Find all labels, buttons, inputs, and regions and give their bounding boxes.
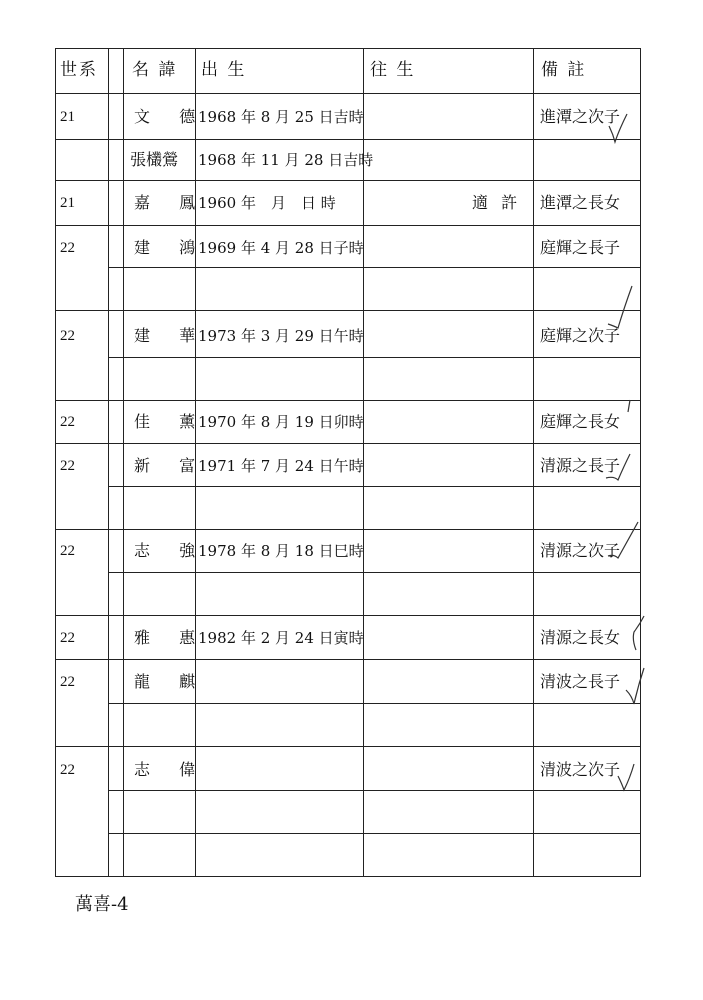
table-line xyxy=(55,225,641,226)
row-name: 新 富 xyxy=(134,456,208,475)
table-line xyxy=(55,876,641,877)
row-birth: 1960 年 月 日 時 xyxy=(198,194,336,212)
page-label: 萬喜-4 xyxy=(75,894,129,915)
table-line xyxy=(108,790,641,791)
row-generation: 21 xyxy=(60,109,75,125)
table-line xyxy=(55,443,641,444)
row-name: 文 德 xyxy=(134,107,208,126)
header-death: 往 生 xyxy=(370,60,416,80)
check-mark xyxy=(622,664,648,708)
table-line xyxy=(108,572,641,573)
table-line xyxy=(640,48,641,877)
row-birth: 1982 年 2 月 24 日寅時 xyxy=(198,629,364,647)
row-generation: 22 xyxy=(60,762,75,778)
check-mark xyxy=(606,282,634,332)
table-line xyxy=(55,310,641,311)
header-birth: 出 生 xyxy=(201,60,247,80)
row-generation: 22 xyxy=(60,240,75,256)
row-generation: 21 xyxy=(60,195,75,211)
check-mark xyxy=(604,448,632,484)
table-line xyxy=(108,486,641,487)
table-line xyxy=(108,267,641,268)
table-line xyxy=(108,357,641,358)
row-name: 龍 麒 xyxy=(134,672,208,691)
table-line xyxy=(55,48,56,877)
check-mark xyxy=(618,398,634,422)
row-generation: 22 xyxy=(60,630,75,646)
table-line xyxy=(55,746,641,747)
check-mark xyxy=(606,520,640,564)
row-notes: 清波之長子 xyxy=(540,672,621,691)
header-notes: 備 註 xyxy=(541,60,587,80)
table-line xyxy=(55,180,641,181)
row-notes: 清源之次子 xyxy=(540,541,621,560)
row-name: 佳 薰 xyxy=(134,412,208,431)
check-mark xyxy=(605,112,629,148)
table-line xyxy=(55,659,641,660)
row-name: 建 華 xyxy=(134,326,208,345)
row-name: 建 鴻 xyxy=(134,238,208,257)
table-line xyxy=(123,48,124,877)
row-notes: 庭輝之長子 xyxy=(540,238,621,257)
table-line xyxy=(55,615,641,616)
check-mark xyxy=(626,612,650,656)
row-notes: 清源之長子 xyxy=(540,456,621,475)
table-line xyxy=(108,703,641,704)
row-birth: 1968 年 8 月 25 日吉時 xyxy=(198,108,364,126)
header-name: 名 諱 xyxy=(132,60,178,80)
row-notes: 進潭之長女 xyxy=(540,193,621,212)
row-generation: 22 xyxy=(60,674,75,690)
row-birth: 1971 年 7 月 24 日午時 xyxy=(198,457,364,475)
row-name: 志 偉 xyxy=(134,760,208,779)
row-notes: 進潭之次子 xyxy=(540,107,621,126)
table-line xyxy=(55,48,641,49)
row-notes: 庭輝之次子 xyxy=(540,326,621,345)
check-mark xyxy=(614,758,638,794)
row-notes: 清源之長女 xyxy=(540,628,621,647)
table-line xyxy=(533,48,534,877)
table-line xyxy=(108,833,641,834)
table-line xyxy=(55,139,641,140)
row-birth: 1970 年 8 月 19 日卯時 xyxy=(198,413,364,431)
table-line xyxy=(55,93,641,94)
row-birth: 1968 年 11 月 28 日吉時 xyxy=(198,151,374,169)
row-generation: 22 xyxy=(60,543,75,559)
row-notes: 清波之次子 xyxy=(540,760,621,779)
row-birth: 1969 年 4 月 28 日子時 xyxy=(198,239,364,257)
row-generation: 22 xyxy=(60,458,75,474)
row-death: 適 許 xyxy=(472,193,522,212)
row-name: 雅 惠 xyxy=(134,628,208,647)
row-generation: 22 xyxy=(60,328,75,344)
table-line xyxy=(55,529,641,530)
row-birth: 1978 年 8 月 18 日巳時 xyxy=(198,542,364,560)
row-generation: 22 xyxy=(60,414,75,430)
row-name: 志 強 xyxy=(134,541,208,560)
table-line xyxy=(55,400,641,401)
row-birth: 1973 年 3 月 29 日午時 xyxy=(198,327,364,345)
table-line xyxy=(108,48,109,877)
row-name: 嘉 鳳 xyxy=(134,193,208,212)
row-name: 張欉鶯 xyxy=(130,150,179,169)
header-generation: 世系 xyxy=(60,60,98,80)
row-notes: 庭輝之長女 xyxy=(540,412,621,431)
